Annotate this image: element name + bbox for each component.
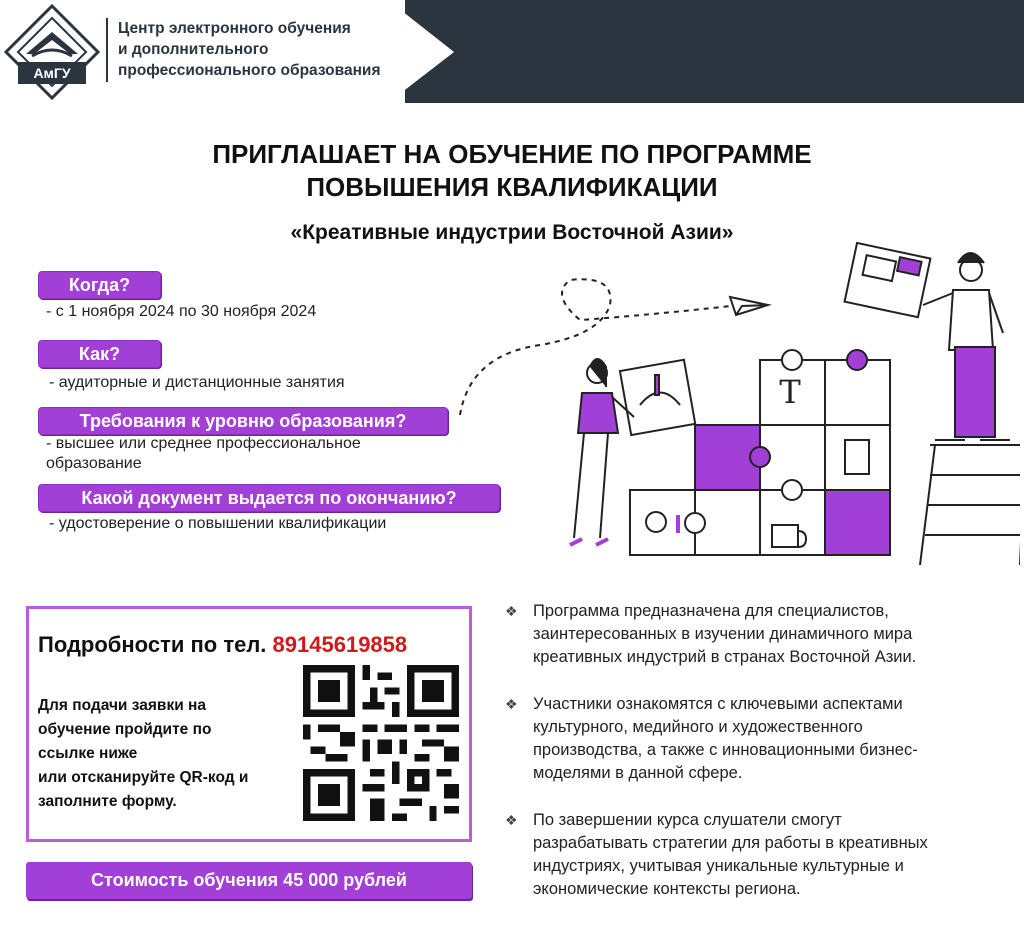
org-name xyxy=(118,18,381,81)
diamond-bullet-icon: ❖ xyxy=(505,603,518,619)
bullet-2-line-2: культурного, медийного и художественного xyxy=(533,718,863,736)
header-notch xyxy=(388,0,454,103)
faq-document-answer: - удостоверение о повышении квалификации xyxy=(49,515,387,532)
apply-line-2: обучение пройдите по xyxy=(38,721,212,738)
program-description xyxy=(505,600,1015,925)
puzzle-illustration xyxy=(450,235,1020,565)
bullet-item xyxy=(505,693,1015,785)
apply-instructions xyxy=(38,694,308,814)
bullet-1-line-3: креативных индустрий в странах Восточной Азии. xyxy=(533,648,917,666)
faq-how-label: Как? xyxy=(38,340,161,368)
faq-requirements-answer-line-2: образование xyxy=(46,455,142,472)
faq-requirements-label: Требования к уровню образования? xyxy=(38,407,448,435)
faq-how-answer: - аудиторные и дистанционные занятия xyxy=(49,374,345,391)
apply-line-5: заполните форму. xyxy=(38,793,177,810)
faq-document-label: Какой документ выдается по окончанию? xyxy=(38,484,500,512)
bullet-item xyxy=(505,600,1015,669)
bullet-3-line-2: разрабатывать стратегии для работы в креативных xyxy=(533,834,928,852)
diamond-bullet-icon: ❖ xyxy=(505,812,518,828)
phone-number[interactable]: 89145619858 xyxy=(272,632,408,657)
qr-code[interactable] xyxy=(303,665,459,821)
faq-when-answer: - с 1 ноября 2024 по 30 ноября 2024 xyxy=(46,303,317,320)
bullet-3-line-1: По завершении курса слушатели смогут xyxy=(533,811,842,829)
bullet-1-line-1: Программа предназначена для специалистов, xyxy=(533,602,889,620)
bullet-3-line-4: экономические контексты региона. xyxy=(533,880,801,898)
amgu-logo-icon xyxy=(4,4,100,100)
org-line-1: Центр электронного обучения xyxy=(118,20,351,37)
apply-line-4: или отсканируйте QR-код и xyxy=(38,769,249,786)
bullet-1-line-2: заинтересованных в изучении динамичного мира xyxy=(533,625,913,643)
bullet-item xyxy=(505,809,1015,901)
faq-requirements-answer-line-1: - высшее или среднее профессиональное xyxy=(46,435,361,452)
bullet-2-line-1: Участники ознакомятся с ключевыми аспектами xyxy=(533,695,903,713)
faq-when-label: Когда? xyxy=(38,271,161,299)
bullet-2-line-4: моделями в данной сфере. xyxy=(533,764,743,782)
page-title-line-2: ПОВЫШЕНИЯ КВАЛИФИКАЦИИ xyxy=(306,172,718,202)
page-title-line-1: ПРИГЛАШАЕТ НА ОБУЧЕНИЕ ПО ПРОГРАММЕ xyxy=(212,139,812,169)
apply-line-3: ссылке ниже xyxy=(38,745,138,762)
header-divider xyxy=(106,18,108,82)
phone-line xyxy=(38,632,407,658)
price-banner: Стоимость обучения 45 000 рублей xyxy=(26,862,472,899)
program-name: «Креативные индустрии Восточной Азии» xyxy=(290,221,734,244)
logo-text: АмГУ xyxy=(33,65,71,81)
header-band xyxy=(405,0,1024,103)
bullet-3-line-3: индустриях, учитывая уникальные культурные и xyxy=(533,857,904,875)
paper-plane-icon xyxy=(730,297,768,315)
apply-line-1: Для подачи заявки на xyxy=(38,697,207,714)
diamond-bullet-icon: ❖ xyxy=(505,696,518,712)
bullet-2-line-3: производства, а также с инновационными бизнес- xyxy=(533,741,918,759)
org-line-2: и дополнительного xyxy=(118,41,269,58)
org-line-3: профессионального образования xyxy=(118,62,381,79)
faq-requirements-answer xyxy=(46,434,361,474)
phone-label: Подробности по тел. xyxy=(38,632,267,657)
svg-text:T: T xyxy=(779,373,801,411)
